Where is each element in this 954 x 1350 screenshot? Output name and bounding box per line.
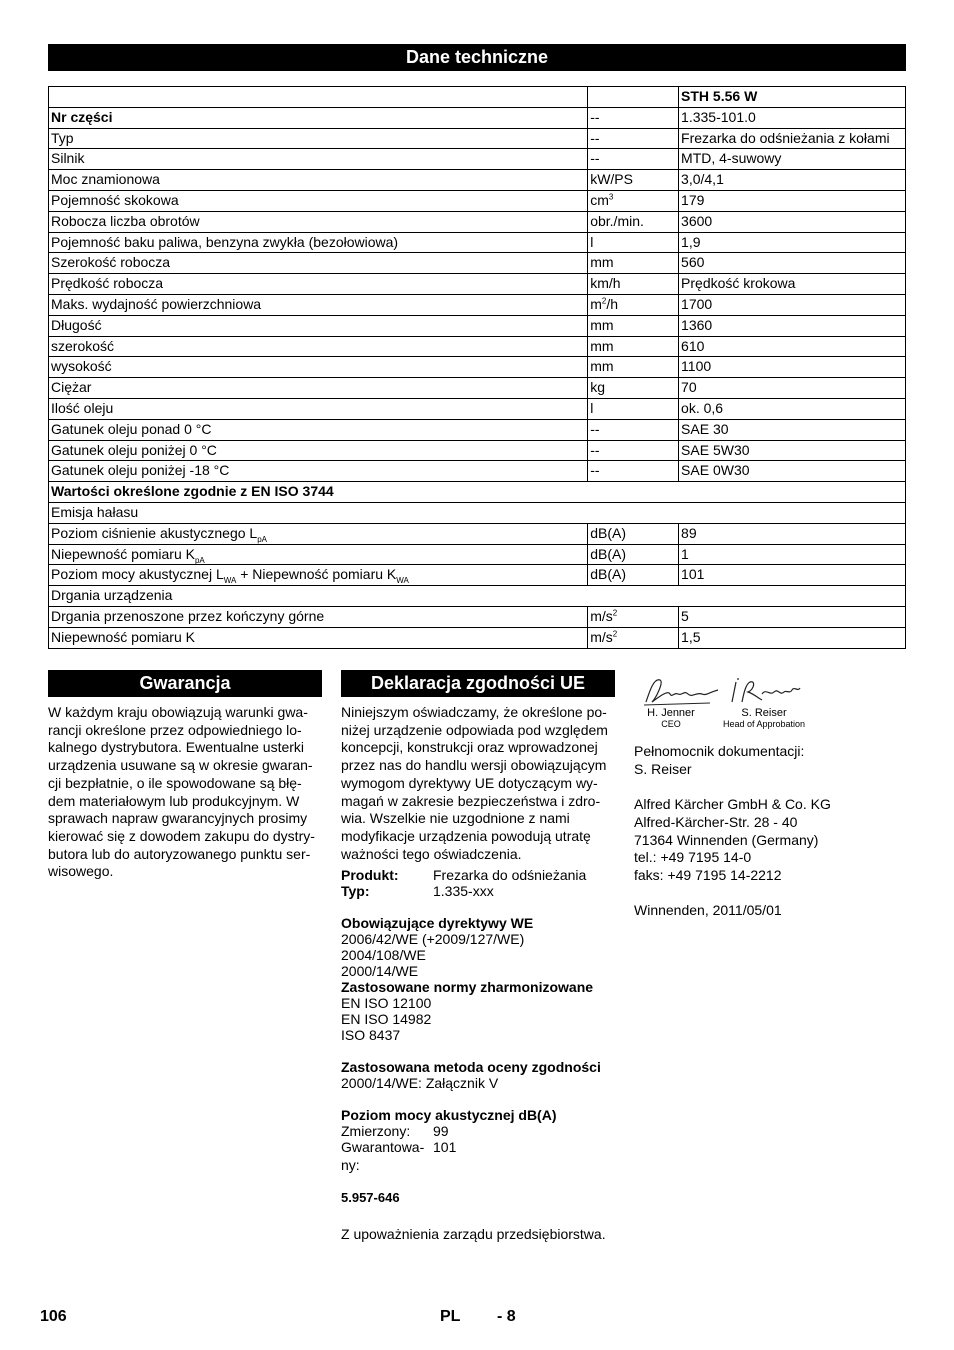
- table-row: [49, 606, 906, 627]
- table-row: [49, 544, 906, 565]
- table-row: [49, 170, 906, 191]
- spec-label: Niepewność pomiaru $K_{pA}$: [49, 544, 588, 565]
- text-line: EN ISO 12100: [341, 995, 432, 1011]
- table-row: [49, 419, 906, 440]
- table-row: [49, 232, 906, 253]
- spec-label: Moc znamionowa: [49, 170, 588, 191]
- text-line: wymogom dyrektywy UE dotyczącym wy-: [341, 774, 598, 791]
- warranty-text: [48, 704, 328, 881]
- text-line: rancji określone przez odpowiedniego lo-: [48, 721, 302, 738]
- spec-unit: mm: [588, 336, 679, 357]
- section-heading: Drgania urządzenia: [49, 586, 906, 607]
- text-line: koncepcji, konstrukcji oraz wprowadzonej: [341, 739, 598, 756]
- spec-label: Gatunek oleju poniżej -18 °C: [49, 461, 588, 482]
- text-line: Alfred-Kärcher-Str. 28 - 40: [634, 813, 798, 830]
- spec-value: Prędkość krokowa: [679, 274, 906, 295]
- text-line: 2004/108/WE: [341, 947, 426, 963]
- spec-label: Niepewność pomiaru K: [49, 627, 588, 648]
- spec-table: [48, 86, 906, 649]
- section-heading: Emisja hałasu: [49, 502, 906, 523]
- table-row: [49, 149, 906, 170]
- contact-block: [634, 743, 914, 920]
- spec-unit: km/h: [588, 274, 679, 295]
- spec-value: SAE 0W30: [679, 461, 906, 482]
- spec-unit: mm: [588, 357, 679, 378]
- measured-value: 99: [433, 1123, 449, 1139]
- text-line: Niniejszym oświadczamy, że określone po-: [341, 704, 607, 720]
- signer-1: H. Jenner CEO: [647, 707, 695, 729]
- closing-text: Z upoważnienia zarządu przedsiębiorstwa.: [341, 1226, 606, 1242]
- spec-value: 89: [679, 523, 906, 544]
- spec-label: Robocza liczba obrotów: [49, 211, 588, 232]
- table-row: [49, 253, 906, 274]
- text-line: wisowego.: [48, 863, 114, 880]
- spec-label: Prędkość robocza: [49, 274, 588, 295]
- spec-value: SAE 30: [679, 419, 906, 440]
- table-row: [49, 336, 906, 357]
- spec-value: 610: [679, 336, 906, 357]
- declaration-heading: Deklaracja zgodności UE: [341, 670, 615, 697]
- text-line: Alfred Kärcher GmbH & Co. KG: [634, 796, 831, 813]
- guaranteed-value: 101: [433, 1139, 457, 1155]
- spec-unit: dB(A): [588, 565, 679, 586]
- text-line: Pełnomocnik dokumentacji:: [634, 743, 805, 759]
- type-row: Typ: 1.335-xxx: [341, 883, 494, 899]
- norms-heading: Zastosowane normy zharmonizowane: [341, 979, 594, 995]
- spec-value: 179: [679, 190, 906, 211]
- spec-unit: --: [588, 419, 679, 440]
- signature-reiser: [728, 674, 802, 706]
- spec-label: Maks. wydajność powierzchniowa: [49, 294, 588, 315]
- spec-unit: --: [588, 107, 679, 128]
- doc-number: 5.957-646: [341, 1190, 400, 1205]
- table-row: [49, 627, 906, 648]
- spec-label: Ilość oleju: [49, 398, 588, 419]
- text-line: cji bezpłatnie, o ile spowodowane są błę-: [48, 774, 302, 791]
- product-value: Frezarka do odśnieżania: [433, 867, 587, 883]
- text-line: magań w zakresie bezpieczeństwa i zdro-: [341, 792, 601, 809]
- table-row: [49, 378, 906, 399]
- spec-value: 1360: [679, 315, 906, 336]
- spec-label: Poziom mocy akustycznej $L_{WA}$ + Niepewność pomiaru $K_{WA}$: [49, 565, 588, 586]
- norms-list: [341, 995, 631, 1043]
- warranty-heading: Gwarancja: [48, 670, 322, 697]
- text-line: kalnego dystrybutora. Ewentualne usterki: [48, 739, 305, 756]
- spec-value: 1,5: [679, 627, 906, 648]
- spec-unit: l: [588, 232, 679, 253]
- spec-unit: l: [588, 398, 679, 419]
- product-row: Produkt: Frezarka do odśnieżania: [341, 867, 587, 883]
- text-line: ważności tego oświadczenia.: [341, 845, 522, 862]
- spec-label: Nr części: [49, 107, 588, 128]
- table-row: [49, 440, 906, 461]
- text-line: butora lub do autoryzowanego punktu ser-: [48, 845, 311, 862]
- spec-value: ok. 0,6: [679, 398, 906, 419]
- signer-2: S. Reiser Head of Approbation: [722, 707, 806, 729]
- spec-unit: dB(A): [588, 523, 679, 544]
- spec-value: 1: [679, 544, 906, 565]
- spec-label: Typ: [49, 128, 588, 149]
- spec-unit: $m/s^2$: [588, 606, 679, 627]
- text-line: niżej urządzenie odpowiada pod względem: [341, 721, 608, 738]
- text-line: tel.: +49 7195 14-0: [634, 849, 752, 866]
- spec-value: 560: [679, 253, 906, 274]
- spec-unit: mm: [588, 253, 679, 274]
- declaration-details: Produkt: Frezarka do odśnieżania Typ: 1.335-xxx Obowiązujące dyrektywy WE 2006/42/WE (+2009/127/WE) 2004/108/WE 2000/14/WE Zastosowane normy zharmonizowane EN ISO 12100 EN ISO 14982 ISO 8437 Zastosowana metoda oceny zgodności 2000/14/WE: Załącznik V Poziom mocy akustycznej dB(A) Zmierzony: 99 Gwarantowa- 101 ny: 5.957-646 Z upoważnienia zarządu przedsiębiorstwa.: [341, 867, 631, 1242]
- spec-value: 1100: [679, 357, 906, 378]
- spec-value: 101: [679, 565, 906, 586]
- text-line: przez nas do handlu wersji obowiązującym: [341, 757, 607, 774]
- signature-jenner: [640, 672, 720, 710]
- spec-label: Drgania przenoszone przez kończyny górne: [49, 606, 588, 627]
- spec-label: szerokość: [49, 336, 588, 357]
- power-heading: Poziom mocy akustycznej dB(A): [341, 1107, 557, 1123]
- method-heading: Zastosowana metoda oceny zgodności: [341, 1059, 601, 1075]
- spec-value: 1.335-101.0: [679, 107, 906, 128]
- text-line: kierować się z dowodem zakupu do dystry-: [48, 827, 315, 844]
- spec-label: Gatunek oleju poniżej 0 °C: [49, 440, 588, 461]
- spec-label: Poziom ciśnienie akustycznego $L_{pA}$: [49, 523, 588, 544]
- tech-data-heading: Dane techniczne: [48, 44, 906, 71]
- text-line: urządzenia usuwane są w okresie gwaran-: [48, 757, 313, 774]
- spec-unit: kW/PS: [588, 170, 679, 191]
- spec-label: Gatunek oleju ponad 0 °C: [49, 419, 588, 440]
- table-row: [49, 502, 906, 523]
- spec-value: MTD, 4-suwowy: [679, 149, 906, 170]
- page-number: 106: [40, 1308, 67, 1325]
- spec-unit: --: [588, 128, 679, 149]
- table-row: [49, 357, 906, 378]
- spec-unit: $cm^3$: [588, 190, 679, 211]
- spec-label: Ciężar: [49, 378, 588, 399]
- spec-value: 3600: [679, 211, 906, 232]
- table-row: [49, 398, 906, 419]
- directives-heading: Obowiązujące dyrektywy WE: [341, 915, 534, 931]
- section-page: - 8: [497, 1308, 516, 1325]
- text-line: ISO 8437: [341, 1027, 401, 1043]
- spec-unit: obr./min.: [588, 211, 679, 232]
- spec-value: 1700: [679, 294, 906, 315]
- table-row: [49, 586, 906, 607]
- spec-unit: kg: [588, 378, 679, 399]
- spec-unit: dB(A): [588, 544, 679, 565]
- table-row: [49, 315, 906, 336]
- table-row: [49, 274, 906, 295]
- spec-label: Pojemność skokowa: [49, 190, 588, 211]
- table-row: [49, 461, 906, 482]
- table-row: [49, 482, 906, 503]
- text-line: S. Reiser: [634, 760, 692, 777]
- spec-value: SAE 5W30: [679, 440, 906, 461]
- table-row: [49, 128, 906, 149]
- text-line: 2000/14/WE: [341, 963, 419, 979]
- text-line: 2006/42/WE (+2009/127/WE): [341, 931, 525, 947]
- text-line: W każdym kraju obowiązują warunki gwa-: [48, 704, 308, 720]
- spec-label: Długość: [49, 315, 588, 336]
- guaranteed-row: Gwarantowa- 101: [341, 1139, 457, 1155]
- table-row: [49, 107, 906, 128]
- table-row: [49, 523, 906, 544]
- type-value: 1.335-xxx: [433, 883, 494, 899]
- measured-row: Zmierzony: 99: [341, 1123, 449, 1139]
- spec-label: Szerokość robocza: [49, 253, 588, 274]
- spec-unit: mm: [588, 315, 679, 336]
- spec-unit: --: [588, 440, 679, 461]
- declaration-intro: [341, 704, 631, 863]
- language-code: PL: [440, 1308, 461, 1325]
- spec-unit: $m^2/h$: [588, 294, 679, 315]
- spec-label: wysokość: [49, 357, 588, 378]
- spec-value: 5: [679, 606, 906, 627]
- table-row: [49, 190, 906, 211]
- date: Winnenden, 2011/05/01: [634, 902, 782, 919]
- spec-unit: --: [588, 149, 679, 170]
- text-line: 71364 Winnenden (Germany): [634, 831, 819, 848]
- spec-value: 3,0/4,1: [679, 170, 906, 191]
- table-row: [49, 294, 906, 315]
- spec-value: 70: [679, 378, 906, 399]
- text-line: modyfikacje urządzenia powodują utratę: [341, 827, 591, 844]
- text-line: EN ISO 14982: [341, 1011, 432, 1027]
- text-line: sprawach napraw gwarancyjnych prosimy: [48, 810, 308, 827]
- spec-label: Pojemność baku paliwa, benzyna zwykła (bezołowiowa): [49, 232, 588, 253]
- spec-label: Silnik: [49, 149, 588, 170]
- directives-list: [341, 931, 631, 979]
- spec-value: 1,9: [679, 232, 906, 253]
- text-line: dem materiałowym lub produkcyjnym. W: [48, 792, 300, 809]
- table-row: [49, 565, 906, 586]
- model-name: STH 5.56 W: [679, 87, 906, 108]
- text-line: faks: +49 7195 14-2212: [634, 866, 782, 883]
- section-heading: Wartości określone zgodnie z EN ISO 3744: [49, 482, 906, 503]
- spec-value: Frezarka do odśnieżania z kołami: [679, 128, 906, 149]
- spec-unit: --: [588, 461, 679, 482]
- text-line: wia. Wszelkie nie uzgodnione z nami: [341, 810, 570, 827]
- spec-unit: $m/s^2$: [588, 627, 679, 648]
- table-row: [49, 87, 906, 108]
- method-value: 2000/14/WE: Załącznik V: [341, 1075, 499, 1091]
- table-row: [49, 211, 906, 232]
